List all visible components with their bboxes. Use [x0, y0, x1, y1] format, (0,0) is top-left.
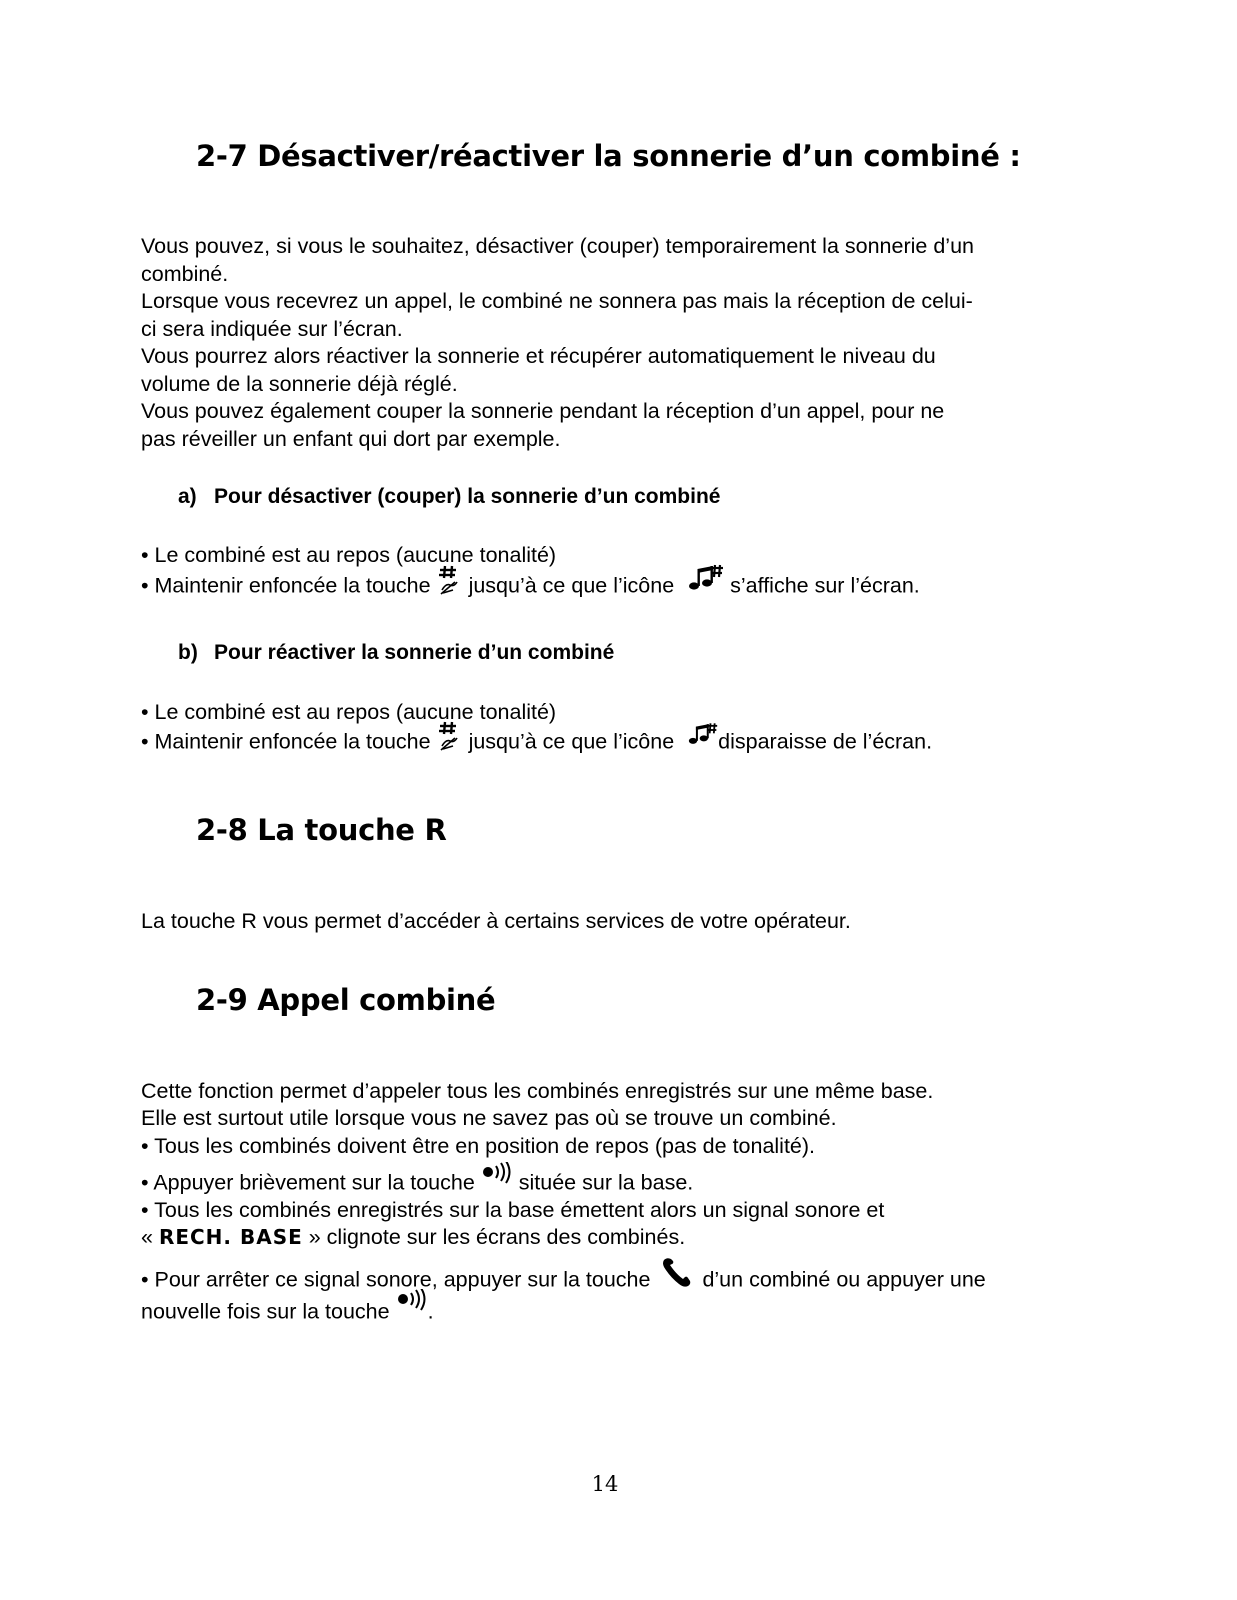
bullet-text: d’un combiné ou appuyer une [702, 1267, 986, 1292]
intro-line: pas réveiller un enfant qui dort par exemple. [141, 426, 561, 451]
bullet-hold-key-b [141, 726, 932, 760]
bullet-text: s’affiche sur l’écran. [730, 573, 920, 598]
paging-line-4 [141, 1170, 693, 1198]
subsection-label: Pour désactiver (couper) la sonnerie d’un combiné [214, 485, 721, 508]
bullet-text: • Pour arrêter ce signal sonore, appuyer sur la touche [141, 1267, 651, 1292]
subsection-title-a [178, 485, 720, 509]
page-number: 14 [591, 1472, 619, 1496]
intro-line: combiné. [141, 261, 229, 286]
hang-up-icon [660, 1255, 696, 1287]
bullet-text: • Maintenir enfoncée la touche [141, 729, 431, 754]
intro-line: Vous pouvez également couper la sonnerie pendant la réception d’un appel, pour ne [141, 399, 945, 423]
paging-line-1: Cette fonction permet d’appeler tous les combinés enregistrés sur une même base. [141, 1079, 934, 1103]
paging-line-5: • Tous les combinés enregistrés sur la base émettent alors un signal sonore et [141, 1198, 885, 1222]
bullet-text: située sur la base. [518, 1170, 694, 1195]
bullet-idle-b: • Le combiné est au repos (aucune tonalité) [141, 700, 557, 724]
subsection-title-b [178, 641, 614, 665]
intro-paragraph [141, 233, 1081, 453]
intro-line: Lorsque vous recevrez un appel, le combiné ne sonnera pas mais la réception de celui- [141, 289, 973, 313]
section-title-2-8: 2-8 La touche R [196, 813, 447, 847]
paging-line-8 [141, 1299, 434, 1327]
intro-line: volume de la sonnerie déjà réglé. [141, 371, 458, 396]
subsection-number: a) [178, 485, 197, 508]
ringer-off-icon [688, 719, 718, 751]
bullet-hold-key-a [141, 570, 920, 604]
ringer-off-icon [688, 563, 724, 595]
paging-line-6 [141, 1225, 685, 1250]
paging-line-2: Elle est surtout utile lorsque vous ne savez pas où se trouve un combiné. [141, 1106, 837, 1130]
quote-close: » clignote sur les écrans des combinés. [302, 1225, 686, 1249]
display-text-rech-base: RECH. BASE [158, 1225, 303, 1249]
bullet-text: nouvelle fois sur la touche [141, 1299, 390, 1324]
bullet-text: jusqu’à ce que l’icône [468, 729, 675, 754]
bullet-text: • Maintenir enfoncée la touche [141, 573, 431, 598]
intro-line: ci sera indiquée sur l’écran. [141, 316, 403, 341]
period: . [427, 1299, 434, 1324]
paging-line-3: • Tous les combinés doivent être en position de repos (pas de tonalité). [141, 1134, 816, 1158]
intro-line: Vous pouvez, si vous le souhaitez, désactiver (couper) temporairement la sonnerie d’un [141, 234, 974, 258]
hash-silent-key-icon [437, 720, 463, 754]
bullet-text: disparaisse de l’écran. [718, 729, 933, 754]
r-key-description: La touche R vous permet d’accéder à certains services de votre opérateur. [141, 909, 851, 933]
bullet-text: jusqu’à ce que l’icône [468, 573, 675, 598]
section-title-2-7: 2-7 Désactiver/réactiver la sonnerie d’un combiné : [196, 139, 1021, 173]
section-title-2-9: 2-9 Appel combiné [196, 983, 496, 1017]
hash-silent-key-icon [437, 564, 463, 598]
paging-line-7 [141, 1265, 986, 1297]
subsection-label: Pour réactiver la sonnerie d’un combiné [214, 641, 615, 664]
subsection-number: b) [178, 641, 198, 664]
intro-line: Vous pourrez alors réactiver la sonnerie et récupérer automatiquement le niveau du [141, 344, 936, 368]
quote-open: « [141, 1225, 159, 1249]
paging-icon [481, 1162, 513, 1190]
bullet-text: • Appuyer brièvement sur la touche [141, 1170, 475, 1195]
paging-icon [396, 1289, 428, 1317]
bullet-idle-a: • Le combiné est au repos (aucune tonalité) [141, 543, 557, 567]
